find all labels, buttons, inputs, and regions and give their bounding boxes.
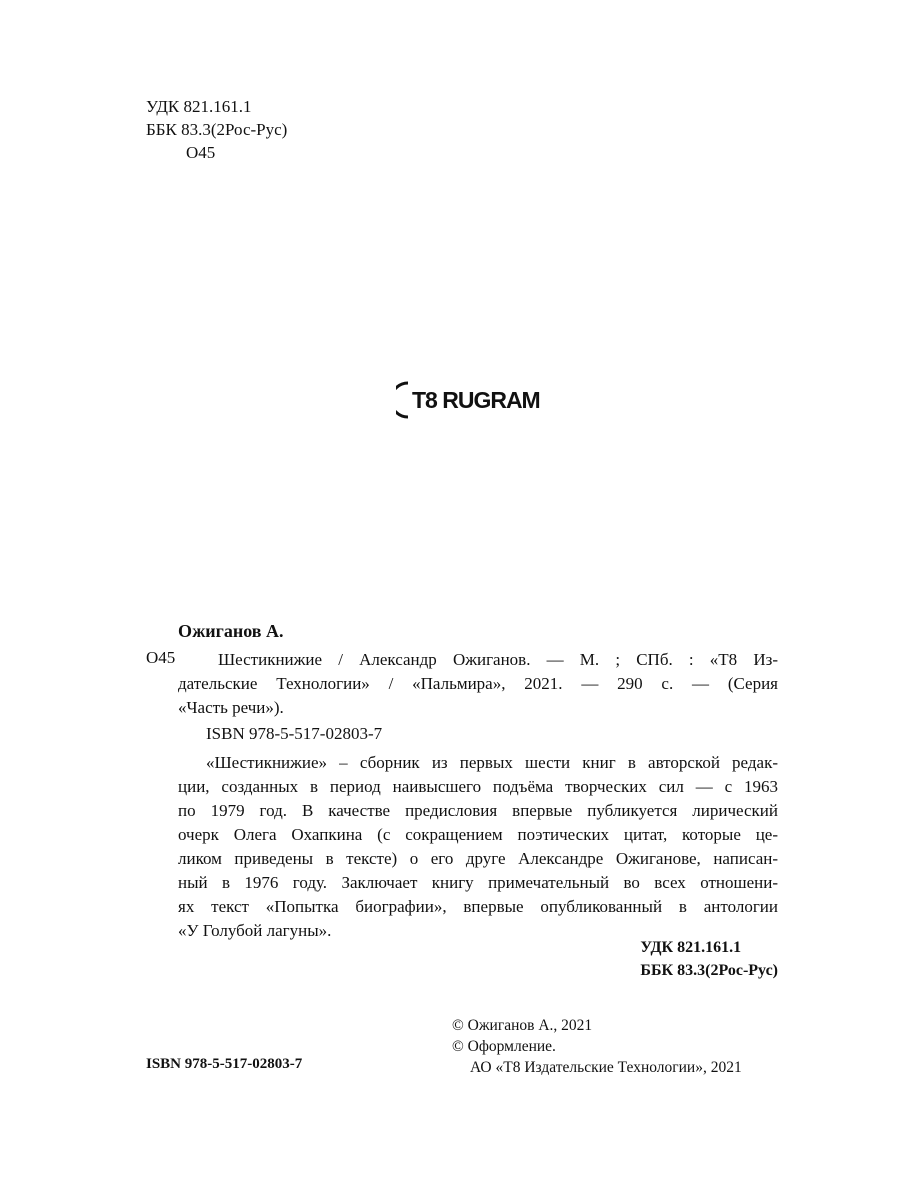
bib-line: «Часть речи»). (178, 698, 284, 717)
catalog-isbn: ISBN 978-5-517-02803-7 (206, 724, 383, 743)
annotation-line: по 1979 год. В качестве предисловия впервые публикуется лирический (178, 801, 778, 820)
annotation-line: очерк Олега Охапкина (с сокращением поэтических цитат, которые це- (178, 825, 778, 844)
copyright-publisher: АО «Т8 Издательские Технологии», 2021 (470, 1059, 742, 1076)
annotation-paragraph (178, 751, 778, 943)
bibliographic-description (178, 648, 778, 720)
copyright-design: © Оформление. (452, 1038, 556, 1055)
annotation-line: ликом приведены в тексте) о его друге Александре Ожиганове, написан- (178, 849, 778, 868)
publisher-logo (396, 380, 540, 420)
catalog-author-mark: О45 (146, 648, 176, 667)
footer-isbn: ISBN 978-5-517-02803-7 (146, 1056, 303, 1072)
bbk-code: ББК 83.3(2Рос-Рус) (146, 120, 288, 139)
logo-text: T8 RUGRAM (412, 386, 540, 413)
annotation-line: ный в 1976 году. Заключает книгу примечательный во всех отношени- (178, 873, 778, 892)
bib-line: Шестикнижие / Александр Ожиганов. — М. ; СПб. : «Т8 Из- (218, 650, 778, 669)
footer-udk: УДК 821.161.1 (640, 939, 742, 956)
copyright-block (452, 1015, 742, 1078)
udk-code: УДК 821.161.1 (146, 97, 252, 116)
copyright-author: © Ожиганов А., 2021 (452, 1017, 593, 1034)
classification-block (146, 97, 287, 166)
annotation-line: ях текст «Попытка биографии», впервые опубликованный в антологии (178, 897, 778, 916)
annotation-line: «У Голубой лагуны». (178, 921, 332, 940)
catalog-author: Ожиганов А. (178, 621, 284, 641)
footer-classification (640, 936, 778, 982)
annotation-line: «Шестикнижие» – сборник из первых шести книг в авторской редак- (206, 753, 778, 772)
footer-bbk: ББК 83.3(2Рос-Рус) (640, 962, 778, 979)
bib-line: дательские Технологии» / «Пальмира», 2021. — 290 с. — (Серия (178, 674, 778, 693)
t8-rugram-logo-icon (396, 380, 410, 420)
author-mark: О45 (186, 143, 216, 162)
annotation-line: ции, созданных в период наивысшего подъёма творческих сил — с 1963 (178, 777, 778, 796)
